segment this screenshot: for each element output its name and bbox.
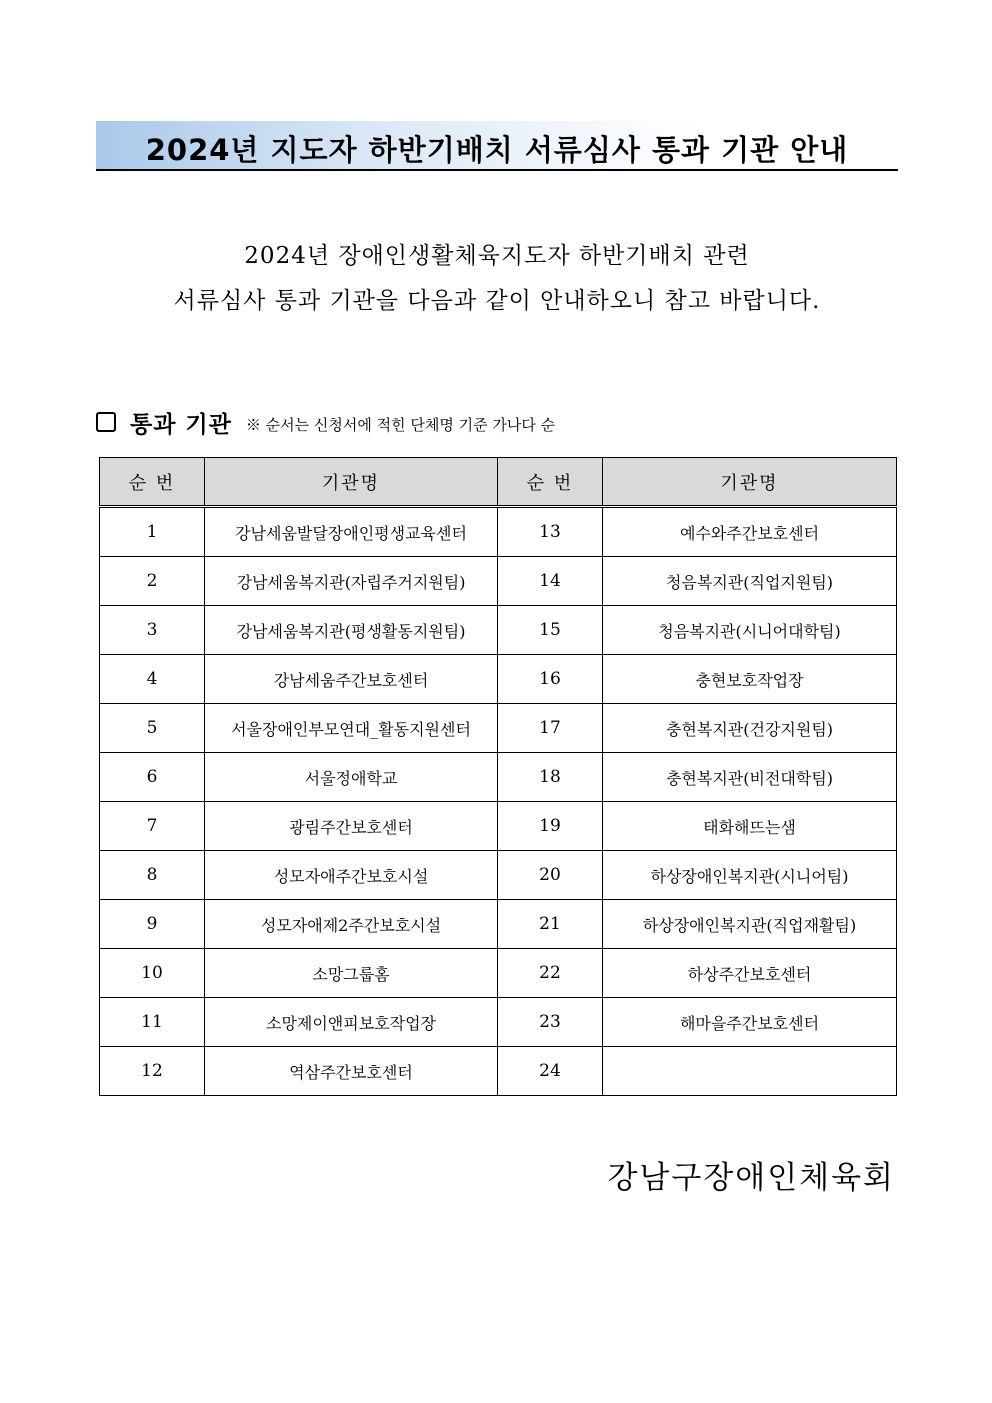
row-number: 2 xyxy=(100,557,205,606)
row-number: 17 xyxy=(498,704,603,753)
organization-signature: 강남구장애인체육회 xyxy=(607,1160,895,1196)
row-number: 21 xyxy=(498,900,603,949)
table-row xyxy=(100,606,897,655)
row-number: 20 xyxy=(498,851,603,900)
header-number-1: 순 번 xyxy=(100,458,205,507)
institution-name: 성모자애제2주간보호시설 xyxy=(205,900,498,949)
institution-name: 충현복지관(비전대학팀) xyxy=(603,753,897,802)
institution-name: 강남세움주간보호센터 xyxy=(205,655,498,704)
table-row xyxy=(100,557,897,606)
table-row xyxy=(100,802,897,851)
institution-name: 소망제이앤피보호작업장 xyxy=(205,998,498,1047)
row-number: 19 xyxy=(498,802,603,851)
table-row xyxy=(100,704,897,753)
row-number: 6 xyxy=(100,753,205,802)
row-number: 8 xyxy=(100,851,205,900)
row-number: 15 xyxy=(498,606,603,655)
row-number: 22 xyxy=(498,949,603,998)
table-row xyxy=(100,851,897,900)
institution-name: 하상장애인복지관(직업재활팀) xyxy=(603,900,897,949)
institution-name: 서울장애인부모연대_활동지원센터 xyxy=(205,704,498,753)
section-note: ※ 순서는 신청서에 적힌 단체명 기준 가나다 순 xyxy=(245,415,556,434)
institution-name: 청음복지관(직업지원팀) xyxy=(603,557,897,606)
institution-name: 강남세움발달장애인평생교육센터 xyxy=(205,507,498,557)
institution-name: 성모자애주간보호시설 xyxy=(205,851,498,900)
header-name-1: 기관명 xyxy=(205,458,498,507)
table-header-row xyxy=(100,458,897,507)
row-number: 24 xyxy=(498,1047,603,1096)
table-row xyxy=(100,949,897,998)
table-row xyxy=(100,753,897,802)
institution-name: 광림주간보호센터 xyxy=(205,802,498,851)
table-row xyxy=(100,998,897,1047)
header-name-2: 기관명 xyxy=(603,458,897,507)
row-number: 23 xyxy=(498,998,603,1047)
institution-table xyxy=(99,457,897,1096)
section-header xyxy=(96,405,555,439)
table-row xyxy=(100,900,897,949)
checkbox-icon xyxy=(96,412,116,432)
institution-name: 예수와주간보호센터 xyxy=(603,507,897,557)
institution-name: 서울정애학교 xyxy=(205,753,498,802)
intro-line-1: 2024년 장애인생활체육지도자 하반기배치 관련 xyxy=(244,243,750,269)
row-number: 4 xyxy=(100,655,205,704)
institution-name: 강남세움복지관(평생활동지원팀) xyxy=(205,606,498,655)
table-row xyxy=(100,655,897,704)
row-number: 16 xyxy=(498,655,603,704)
row-number: 13 xyxy=(498,507,603,557)
section-title: 통과 기관 xyxy=(130,411,232,438)
institution-name: 하상장애인복지관(시니어팀) xyxy=(603,851,897,900)
institution-name: 해마을주간보호센터 xyxy=(603,998,897,1047)
row-number: 9 xyxy=(100,900,205,949)
row-number: 3 xyxy=(100,606,205,655)
page-title: 2024년 지도자 하반기배치 서류심사 통과 기관 안내 xyxy=(145,133,849,167)
row-number: 10 xyxy=(100,949,205,998)
row-number: 1 xyxy=(100,507,205,557)
institution-name: 소망그룹홈 xyxy=(205,949,498,998)
institution-name: 강남세움복지관(자립주거지원팀) xyxy=(205,557,498,606)
row-number: 5 xyxy=(100,704,205,753)
row-number: 7 xyxy=(100,802,205,851)
row-number: 11 xyxy=(100,998,205,1047)
institution-name: 하상주간보호센터 xyxy=(603,949,897,998)
institution-name: 역삼주간보호센터 xyxy=(205,1047,498,1096)
table-row xyxy=(100,1047,897,1096)
institution-name: 청음복지관(시니어대학팀) xyxy=(603,606,897,655)
row-number: 12 xyxy=(100,1047,205,1096)
institution-name: 충현복지관(건강지원팀) xyxy=(603,704,897,753)
institution-name: 충현보호작업장 xyxy=(603,655,897,704)
institution-name: 태화해뜨는샘 xyxy=(603,802,897,851)
title-banner xyxy=(96,121,898,171)
table-row xyxy=(100,507,897,557)
intro-line-2: 서류심사 통과 기관을 다음과 같이 안내하오니 참고 바랍니다. xyxy=(173,288,821,314)
header-number-2: 순 번 xyxy=(498,458,603,507)
row-number: 18 xyxy=(498,753,603,802)
institution-name xyxy=(603,1047,897,1096)
row-number: 14 xyxy=(498,557,603,606)
